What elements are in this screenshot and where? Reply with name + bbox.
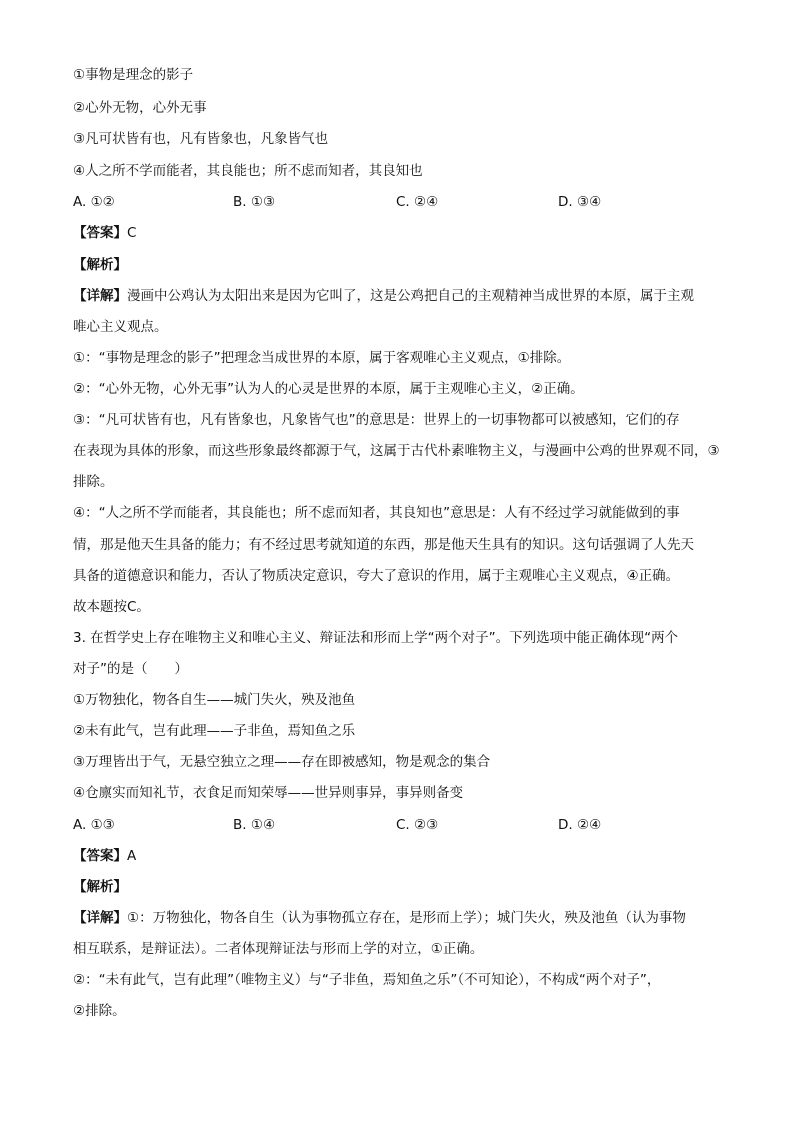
q2-explain-4-line-1: ④：“人之所不学而能者，其良能也；所不虑而知者，其良知也”意思是：人有不经过学习就能做到的事 <box>73 505 680 521</box>
q2-explain-4-line-3: 具备的道德意识和能力，否认了物质决定意识，夸大了意识的作用，属于主观唯心主义观点，④正确。 <box>73 568 680 584</box>
q2-options <box>73 192 733 212</box>
q2-detail-line-1 <box>73 286 734 306</box>
q3-detail-line-1 <box>73 908 734 928</box>
q2-conclusion: 故本题按C。 <box>73 599 150 615</box>
analysis-label: 【解析】 <box>73 257 127 273</box>
q2-option-d: D. ③④ <box>558 194 602 210</box>
q2-answer <box>73 223 734 243</box>
q2-analysis-heading <box>73 255 734 275</box>
q2-item-3: ③凡可状皆有也，凡有皆象也，凡象皆气也 <box>73 131 329 147</box>
q3-explain-2-line-2: ②排除。 <box>73 1003 126 1019</box>
q3-item-4: ④仓廪实而知礼节，衣食足而知荣辱——世异则事异，事异则备变 <box>73 785 464 801</box>
detail-text: ①：万物独化，物各自生（认为事物孤立存在，是形而上学）；城门失火，殃及池鱼（认为事物 <box>127 910 686 926</box>
q3-option-a: A. ①③ <box>73 817 115 833</box>
q2-item-1: ①事物是理念的影子 <box>73 67 194 83</box>
q2-explain-3-line-3: 排除。 <box>73 474 114 490</box>
q2-explain-3-line-1: ③：“凡可状皆有也，凡有皆象也，凡象皆气也”的意思是：世界上的一切事物都可以被感知，它们的存 <box>73 412 680 428</box>
q3-item-2: ②未有此气，岂有此理——子非鱼，焉知鱼之乐 <box>73 723 356 739</box>
q3-analysis-heading <box>73 877 734 897</box>
q3-detail-line-2: 相互联系，是辩证法）。二者体现辩证法与形而上学的对立，①正确。 <box>73 941 484 957</box>
q2-option-c: C. ②④ <box>396 194 439 210</box>
q3-item-3: ③万理皆出于气，无悬空独立之理——存在即被感知，物是观念的集合 <box>73 754 491 770</box>
q2-option-b: B. ①③ <box>233 194 276 210</box>
q2-explain-1: ①：“事物是理念的影子”把理念当成世界的本原，属于客观唯心主义观点，①排除。 <box>73 350 571 366</box>
q3-item-1: ①万物独化，物各自生——城门失火，殃及池鱼 <box>73 692 356 708</box>
q2-detail-line-2: 唯心主义观点。 <box>73 319 168 335</box>
q2-explain-4-line-2: 情，那是他天生具备的能力；有不经过思考就知道的东西，那是他天生具有的知识。这句话强调了人先天 <box>73 537 694 553</box>
answer-value: C <box>127 225 137 241</box>
q3-stem-line-2: 对子”的是（ ） <box>73 661 188 677</box>
q3-explain-2-line-1: ②：“未有此气，岂有此理”（唯物主义）与“子非鱼，焉知鱼之乐”（不可知论），不构成“两个对子”， <box>73 972 661 988</box>
detail-text: 漫画中公鸡认为太阳出来是因为它叫了，这是公鸡把自己的主观精神当成世界的本原，属于主观 <box>127 288 694 304</box>
detail-label: 【详解】 <box>73 288 127 304</box>
q2-explain-3-line-2: 在表现为具体的形象，而这些形象最终都源于气，这属于古代朴素唯物主义，与漫画中公鸡的世界观不同，③ <box>73 443 720 459</box>
q3-option-b: B. ①④ <box>233 817 276 833</box>
q3-options <box>73 815 733 835</box>
analysis-label: 【解析】 <box>73 879 127 895</box>
q3-option-c: C. ②③ <box>396 817 439 833</box>
answer-label: 【答案】 <box>73 848 127 864</box>
q2-explain-2: ②：“心外无物，心外无事”认为人的心灵是世界的本原，属于主观唯心主义，②正确。 <box>73 381 584 397</box>
q3-stem-line-1: 3. 在哲学史上存在唯物主义和唯心主义、辩证法和形而上学“两个对子”。下列选项中能正确体现“两个 <box>73 630 679 646</box>
q2-option-a: A. ①② <box>73 194 115 210</box>
q2-item-4: ④人之所不学而能者，其良能也；所不虑而知者，其良知也 <box>73 163 423 179</box>
q3-option-d: D. ②④ <box>558 817 602 833</box>
answer-value: A <box>127 848 137 864</box>
detail-label: 【详解】 <box>73 910 127 926</box>
q3-answer <box>73 846 734 866</box>
q2-item-2: ②心外无物，心外无事 <box>73 100 207 116</box>
answer-label: 【答案】 <box>73 225 127 241</box>
